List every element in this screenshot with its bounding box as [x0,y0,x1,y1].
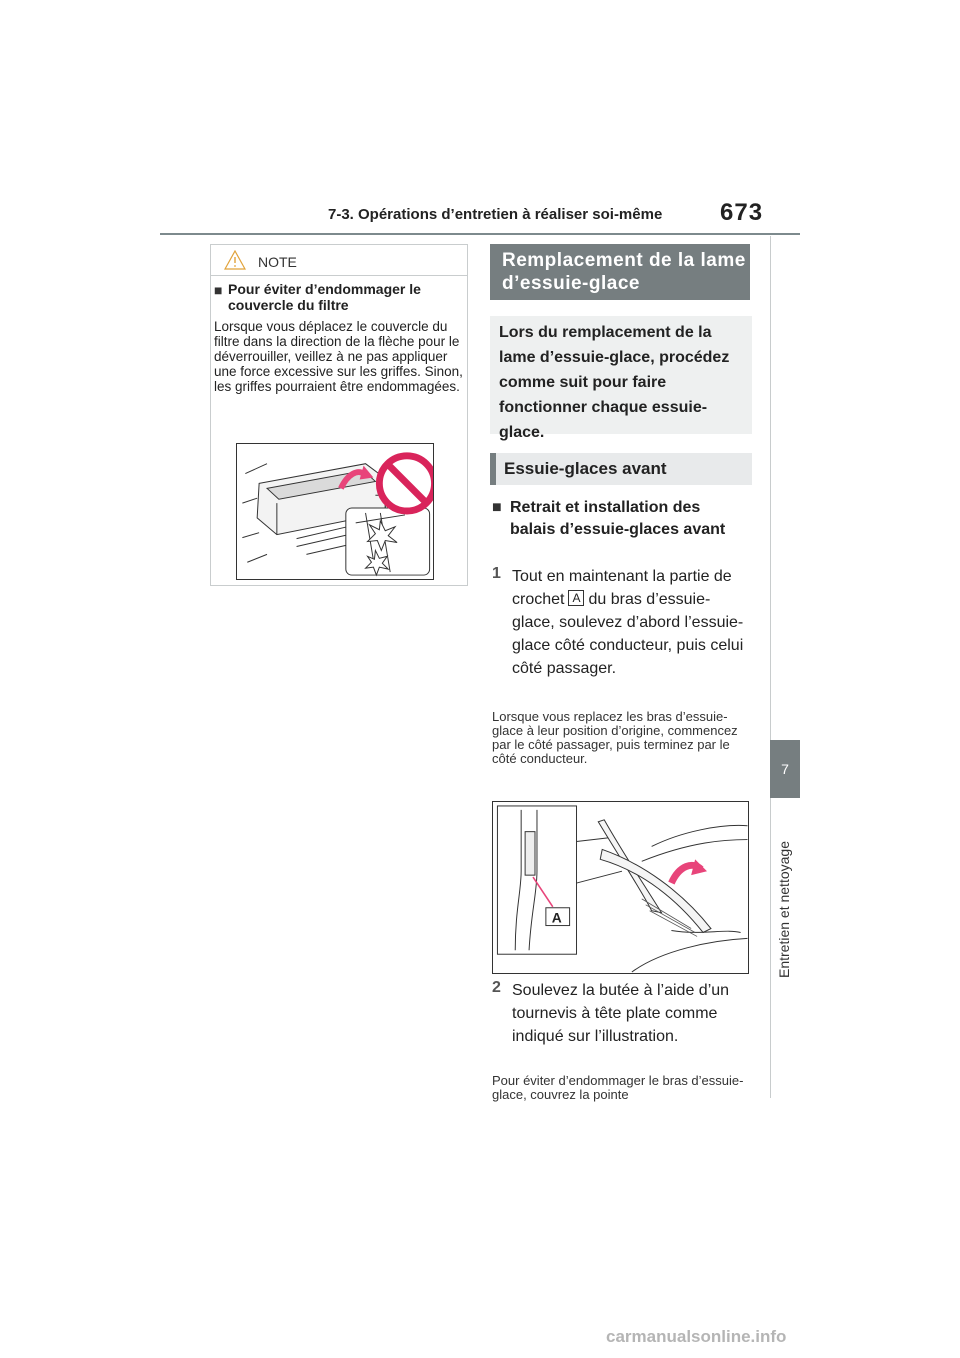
illustration-callout-a: A [551,909,562,926]
step-2-text: Soulevez la butée à l’aide d’un tournevis à tête plate comme indiqué sur l’illustration. [512,982,730,1045]
running-header-title: 7-3. Opérations d’entretien à réaliser soi-même [328,206,663,223]
chapter-tab [770,740,800,798]
procedure-bullet: ■ [492,499,502,516]
step-1-note: Lorsque vous replacez les bras d’essuie-glace à leur position d’origine, commencez par le côté passager, puis terminez par le côté conducteur. [492,709,738,766]
section-banner [490,244,750,300]
watermark: carmanualsonline.info [606,1327,787,1346]
step-1-number: 1 [492,565,501,582]
page-number: 673 [720,199,764,226]
chapter-number: 7 [781,761,789,777]
chapter-label-text: Entretien et nettoyage [776,841,792,978]
note-header [211,245,467,276]
section-title: Remplacement de la lame d’essuie-glace [502,250,746,294]
side-rule-bottom [770,798,771,1098]
callout-a-badge: A [568,590,584,606]
intro-text: Lors du remplacement de la lame d’essuie-glace, procédez comme suit pour faire fonctionner chaque essuie-glace. [499,324,730,441]
note-body: Lorsque vous déplacez le couvercle du filtre dans la direction de la flèche pour le déverrouiller, veillez à ne pas appliquer une force excessive sur les griffes. Sinon, les griffes pourraient être endommagées. [214,319,463,394]
wiper-arm-illustration [492,801,749,974]
subsection-bar-edge [490,453,496,485]
step-1-text-before: Tout en maintenant la partie de crochet [512,568,732,608]
procedure-title: Retrait et installation des balais d’essuie-glaces avant [510,499,726,538]
note-subtitle: Pour éviter d’endommager le couvercle du filtre [228,281,421,313]
side-rule-top [770,236,771,740]
step-2-note: Pour éviter d’endommager le bras d’essuie-glace, couvrez la pointe [492,1073,744,1102]
filter-cover-illustration [236,443,434,580]
intro-box [490,316,752,441]
header-rule [160,233,800,235]
note-label: NOTE [258,254,297,270]
step-1-text [512,565,744,680]
chapter-label [772,806,796,986]
subsection-title: Essuie-glaces avant [504,459,667,478]
step-2-number: 2 [492,979,501,996]
note-bullet: ■ [214,282,223,298]
warning-triangle-icon [224,250,246,270]
subsection-bar [490,453,752,485]
step-1-text-after: du bras d’essuie-glace, soulevez d’abord l’essuie-glace côté conducteur, puis celui côté passager. [512,591,744,677]
